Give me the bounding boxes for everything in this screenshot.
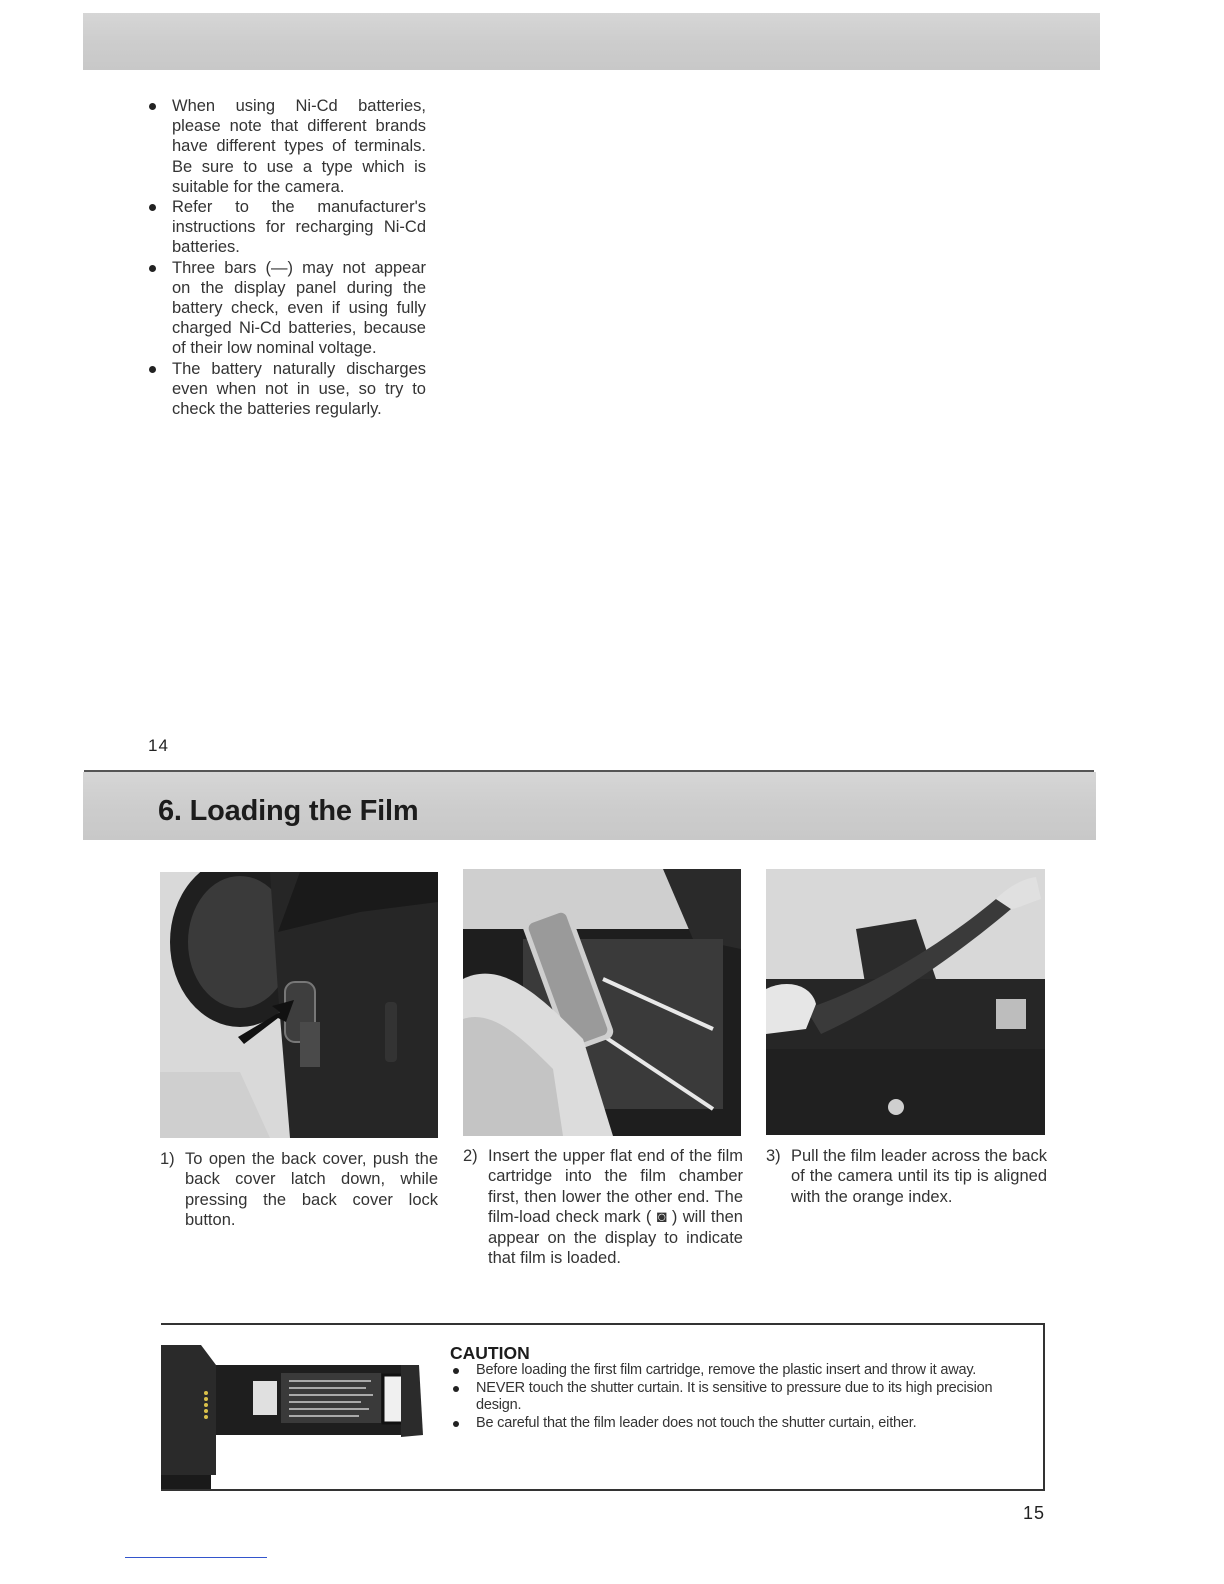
page-number: 14 <box>148 736 169 755</box>
step-number: 1) <box>160 1150 175 1168</box>
step-description: Insert the upper flat end of the film cartridge into the film chamber first, then lower the other end. The film-load check mark ( ◙ ) will then appear on the display to indicate that film is loaded. <box>488 1147 743 1268</box>
step-1-text <box>160 1149 438 1231</box>
step-number: 3) <box>766 1147 781 1165</box>
list-item: Be careful that the film leader does not touch the shutter curtain, either. <box>450 1415 1040 1433</box>
list-item: NEVER touch the shutter curtain. It is sensitive to pressure due to its high precision design. <box>450 1380 1040 1415</box>
section-title: 6. Loading the Film <box>158 795 419 827</box>
battery-notes-list <box>146 96 426 419</box>
photo-film-leader <box>766 869 1045 1135</box>
photo-insert-cartridge <box>463 869 741 1136</box>
list-item: Before loading the first film cartridge, remove the plastic insert and throw it away. <box>450 1362 1040 1380</box>
list-item: When using Ni-Cd batteries, please note that different brands have different types of terminals. Be sure to use a type which is suitable for the camera. <box>146 96 426 197</box>
step-description: To open the back cover, push the back cover latch down, while pressing the back cover lock button. <box>185 1150 438 1230</box>
step-number: 2) <box>463 1147 478 1165</box>
list-item: Refer to the manufacturer's instructions for recharging Ni-Cd batteries. <box>146 197 426 258</box>
step-3-text <box>766 1146 1047 1207</box>
list-item: The battery naturally discharges even when not in use, so try to check the batteries regularly. <box>146 359 426 420</box>
list-item: Three bars (—) may not appear on the display panel during the battery check, even if using fully charged Ni-Cd batteries, because of their low nominal voltage. <box>146 258 426 359</box>
link-underline <box>125 1557 267 1558</box>
step-description: Pull the film leader across the back of the camera until its tip is aligned with the orange index. <box>791 1147 1047 1206</box>
page-number: 15 <box>1023 1503 1046 1523</box>
step-2-text <box>463 1146 743 1268</box>
caution-title: CAUTION <box>450 1343 530 1363</box>
header-bar <box>83 13 1100 70</box>
photo-plastic-insert <box>161 1325 431 1489</box>
caution-list <box>450 1362 1040 1432</box>
photo-back-cover-latch <box>160 872 438 1138</box>
